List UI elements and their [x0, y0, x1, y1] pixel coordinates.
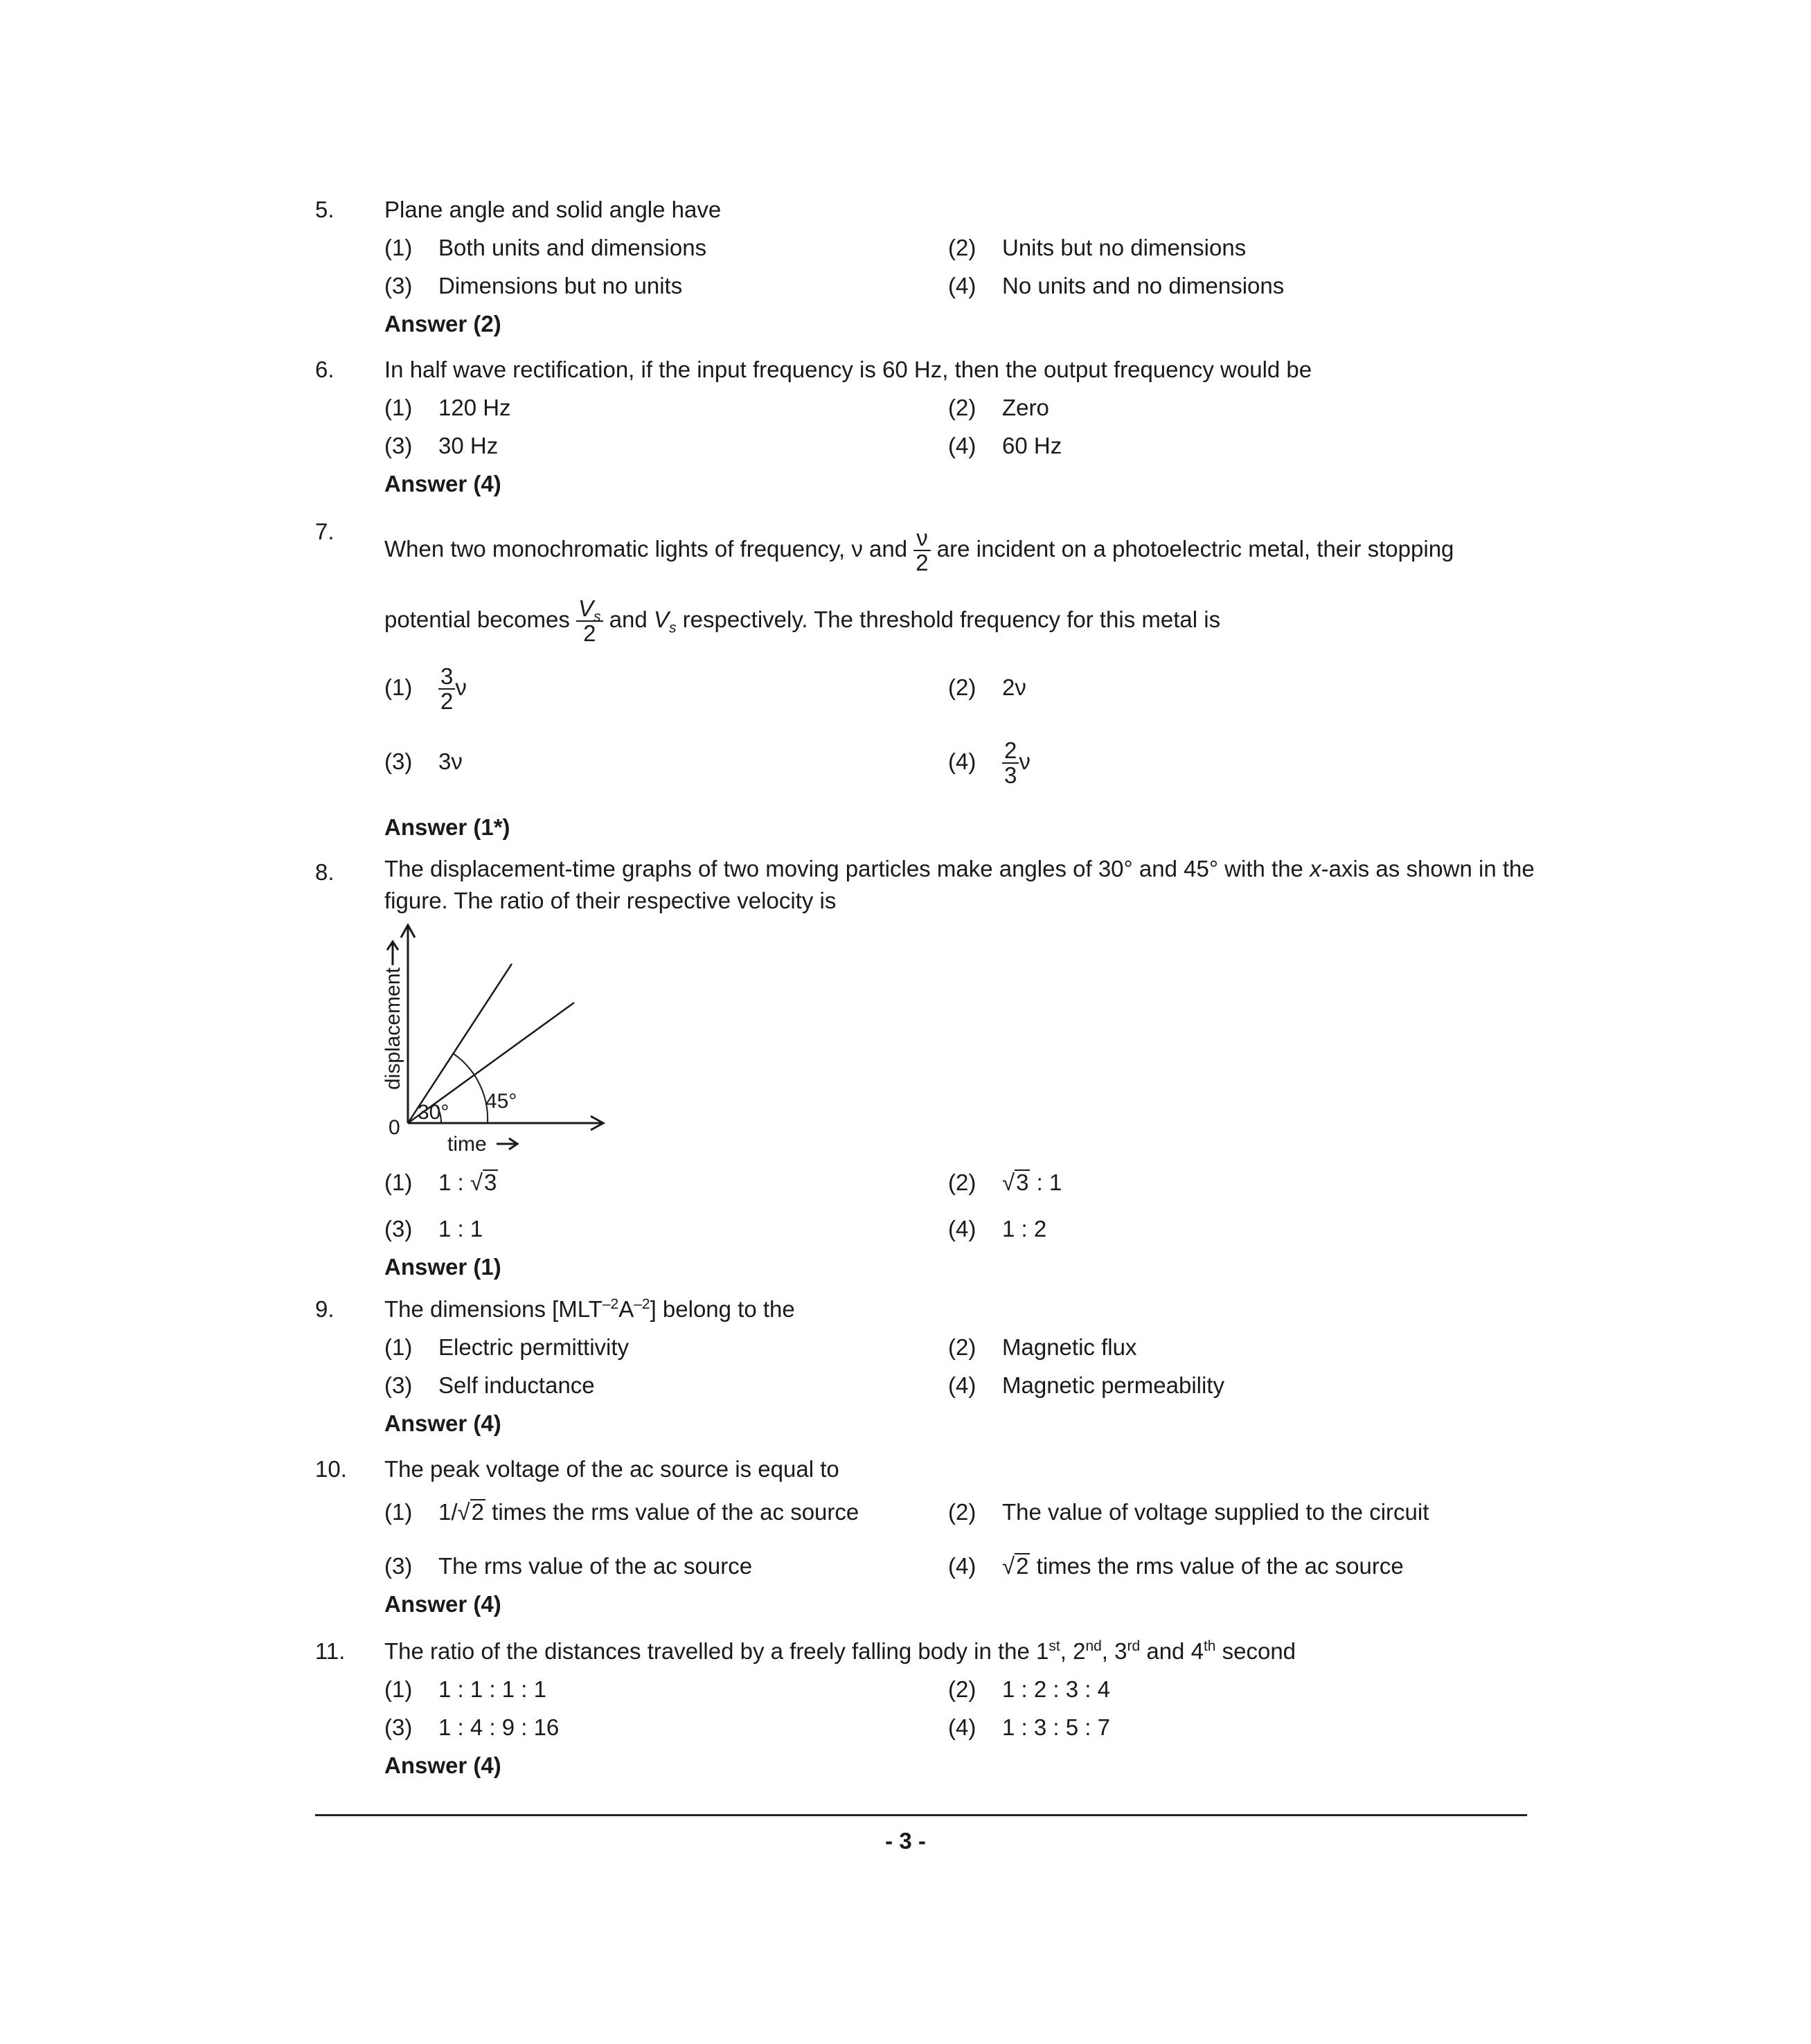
- answer: Answer (4): [384, 1591, 501, 1617]
- option-number: (3): [384, 1553, 413, 1579]
- question-number: 6.: [315, 357, 334, 382]
- fraction-numerator: 3: [438, 665, 455, 690]
- option-number: (2): [948, 1676, 976, 1702]
- option-number: (2): [948, 235, 976, 260]
- superscript: rd: [1127, 1638, 1141, 1654]
- text-segment: The dimensions [MLT: [384, 1296, 603, 1322]
- fraction-numerator: [576, 595, 603, 625]
- question-5: [315, 190, 1534, 343]
- option-number: (1): [384, 674, 413, 700]
- square-root: 3: [483, 1169, 497, 1195]
- option-number: (2): [948, 1169, 976, 1195]
- option-number: (1): [384, 1499, 413, 1525]
- option-text: 1 : 1: [438, 1216, 483, 1241]
- square-root: 2: [471, 1499, 485, 1525]
- option-text: The value of voltage supplied to the circuit: [1002, 1499, 1429, 1525]
- option-number: (3): [384, 1216, 413, 1241]
- superscript: st: [1049, 1638, 1060, 1654]
- option-text: [1002, 737, 1031, 787]
- option-text: [438, 663, 467, 713]
- symbol-nu: ν: [455, 674, 467, 700]
- fraction-denominator: 2: [440, 688, 454, 715]
- question-number: 11.: [315, 1638, 346, 1664]
- text-segment: , 3: [1101, 1638, 1127, 1664]
- option-text: Self inductance: [438, 1372, 595, 1398]
- y-axis-label: displacement: [382, 967, 404, 1090]
- option-number: (3): [384, 748, 413, 774]
- question-text: [384, 1290, 1541, 1328]
- option-number: (3): [384, 273, 413, 298]
- option-text: Both units and dimensions: [438, 235, 707, 260]
- page-number: - 3 -: [885, 1828, 926, 1854]
- symbol-x: x: [1310, 856, 1321, 881]
- question-11: [315, 1632, 1534, 1784]
- text-segment: times the rms value of the ac source: [1030, 1553, 1404, 1579]
- option-number: (4): [948, 1216, 976, 1241]
- superscript: –2: [602, 1296, 619, 1312]
- symbol-nu: ν: [1019, 748, 1031, 774]
- subscript: s: [668, 620, 677, 636]
- text-segment: , 2: [1060, 1638, 1086, 1664]
- fraction-denominator: 3: [1004, 762, 1017, 789]
- option-text: Magnetic flux: [1002, 1334, 1137, 1360]
- square-root: 2: [1016, 1553, 1029, 1579]
- option-text: Dimensions but no units: [438, 273, 683, 298]
- answer: Answer (4): [384, 471, 501, 496]
- question-text: In half wave rectification, if the input frequency is 60 Hz, then the output frequency would be: [384, 357, 1312, 382]
- question-number: 5.: [315, 197, 334, 222]
- text-segment: 1/: [438, 1499, 458, 1525]
- question-text-line-2: [384, 595, 1541, 645]
- option-text: 3ν: [438, 748, 463, 774]
- text-segment: : 1: [1030, 1169, 1062, 1195]
- fraction-numerator: 2: [1002, 739, 1019, 764]
- question-text: Plane angle and solid angle have: [384, 197, 722, 222]
- question-10: [315, 1450, 1534, 1630]
- angle-arc-45: [454, 1054, 488, 1123]
- text-segment: The displacement-time graphs of two moving particles make angles of 30° and 45° with the: [384, 856, 1303, 881]
- symbol-v: V: [653, 607, 669, 632]
- text-segment: ] belong to the: [650, 1296, 795, 1322]
- option-number: (4): [948, 1714, 976, 1740]
- option-number: (3): [384, 1714, 413, 1740]
- question-7: [315, 512, 1534, 845]
- option-text: 1/√2 times the rms value of the ac source: [438, 1499, 859, 1525]
- option-number: (2): [948, 674, 976, 700]
- answer: Answer (4): [384, 1410, 501, 1436]
- option-text: 1 : 3 : 5 : 7: [1002, 1714, 1110, 1740]
- subscript: s: [594, 609, 601, 625]
- x-axis-label: time: [447, 1133, 487, 1156]
- text-segment: second: [1215, 1638, 1296, 1664]
- text-segment: potential becomes: [384, 607, 570, 632]
- question-9: [315, 1290, 1534, 1442]
- footer-divider: [315, 1814, 1527, 1816]
- option-number: (4): [948, 1553, 976, 1579]
- question-6: [315, 350, 1534, 503]
- question-text: [384, 853, 1541, 917]
- square-root: 3: [1016, 1169, 1029, 1195]
- angle-label-45: 45°: [485, 1090, 517, 1113]
- option-number: (1): [384, 235, 413, 260]
- option-text: √3 : 1: [1002, 1169, 1062, 1195]
- option-number: (4): [948, 433, 976, 458]
- option-number: (4): [948, 273, 976, 298]
- question-8: [315, 853, 1534, 1282]
- option-text: 2ν: [1002, 674, 1026, 700]
- text-segment: 1 :: [438, 1169, 470, 1195]
- option-number: (2): [948, 1334, 976, 1360]
- fraction-numerator: ν: [913, 526, 930, 551]
- text-segment: A: [618, 1296, 634, 1322]
- option-number: (1): [384, 395, 413, 420]
- option-number: (4): [948, 1372, 976, 1398]
- displacement-time-graph: [373, 922, 664, 1158]
- option-number: (3): [384, 1372, 413, 1398]
- option-number: (2): [948, 395, 976, 420]
- option-text: Electric permittivity: [438, 1334, 630, 1360]
- answer: Answer (1): [384, 1254, 501, 1280]
- answer: Answer (4): [384, 1752, 501, 1778]
- symbol-vs: [653, 607, 677, 636]
- question-text: The peak voltage of the ac source is equal to: [384, 1456, 839, 1482]
- text-segment: times the rms value of the ac source: [485, 1499, 859, 1525]
- question-number: 10.: [315, 1456, 347, 1482]
- option-number: (2): [948, 1499, 976, 1525]
- fraction: [576, 597, 603, 645]
- fraction-denominator: 2: [916, 550, 929, 576]
- option-number: (4): [948, 748, 976, 774]
- option-text: √2 times the rms value of the ac source: [1002, 1553, 1404, 1579]
- text-segment: and 4: [1140, 1638, 1204, 1664]
- answer: Answer (1*): [384, 814, 510, 840]
- option-number: (1): [384, 1676, 413, 1702]
- question-number: 9.: [315, 1296, 334, 1322]
- option-number: (3): [384, 433, 413, 458]
- text-segment: The ratio of the distances travelled by a freely falling body in the 1: [384, 1638, 1049, 1664]
- option-number: (1): [384, 1169, 413, 1195]
- option-text: 30 Hz: [438, 433, 499, 458]
- question-text: [384, 1632, 1541, 1670]
- option-text: Magnetic permeability: [1002, 1372, 1224, 1398]
- fraction-denominator: 2: [583, 620, 596, 647]
- text-segment: respectively. The threshold frequency for this metal is: [682, 607, 1221, 632]
- option-text: No units and no dimensions: [1002, 273, 1285, 298]
- option-text: The rms value of the ac source: [438, 1553, 753, 1579]
- text-segment: -axis as shown in the figure. The ratio of their respective velocity is: [384, 856, 1535, 913]
- question-text-line-1: [384, 525, 1541, 575]
- option-text: 1 : 2: [1002, 1216, 1047, 1241]
- answer: Answer (2): [384, 311, 501, 337]
- fraction: [913, 526, 930, 575]
- symbol-v: V: [578, 595, 594, 622]
- text-segment: are incident on a photoelectric metal, their stopping: [936, 536, 1454, 562]
- option-text: 1 : 1 : 1 : 1: [438, 1676, 546, 1702]
- option-text: Units but no dimensions: [1002, 235, 1247, 260]
- option-text: 120 Hz: [438, 395, 511, 420]
- text-segment: and: [609, 607, 648, 632]
- superscript: th: [1203, 1638, 1216, 1654]
- superscript: nd: [1085, 1638, 1102, 1654]
- superscript: –2: [634, 1296, 650, 1312]
- option-text: 1 : √3: [438, 1169, 497, 1195]
- option-text: 1 : 2 : 3 : 4: [1002, 1676, 1110, 1702]
- option-number: (1): [384, 1334, 413, 1360]
- option-text: Zero: [1002, 395, 1049, 420]
- option-text: 1 : 4 : 9 : 16: [438, 1714, 560, 1740]
- option-text: 60 Hz: [1002, 433, 1062, 458]
- question-number: 8.: [315, 859, 334, 885]
- text-segment: When two monochromatic lights of frequency, ν and: [384, 536, 908, 562]
- question-number: 7.: [315, 519, 334, 544]
- fraction: [438, 665, 455, 713]
- fraction: [1002, 739, 1019, 787]
- angle-label-30: 30°: [418, 1101, 449, 1124]
- origin-label: 0: [389, 1116, 400, 1139]
